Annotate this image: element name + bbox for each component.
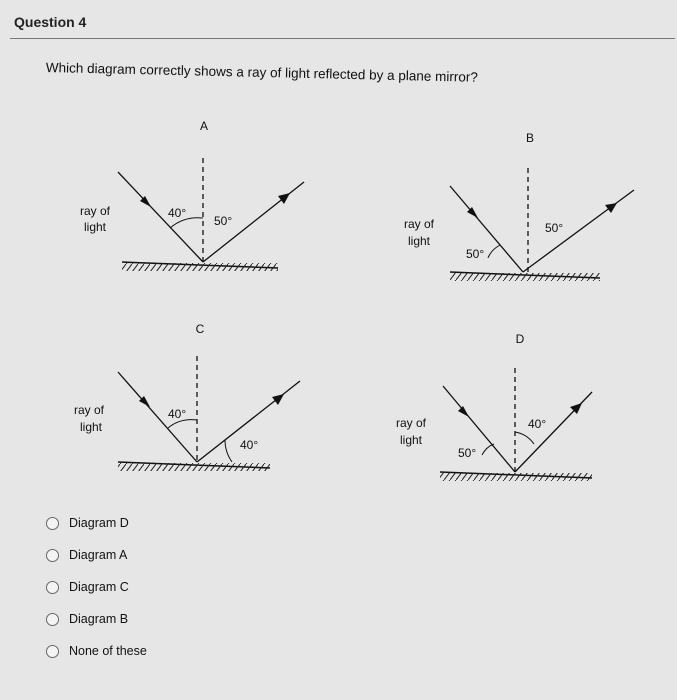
diagram-a-letter: A <box>199 119 209 133</box>
incident-ray-d <box>443 386 515 472</box>
diagram-d <box>396 332 592 481</box>
option-label: Diagram C <box>69 580 129 594</box>
incident-ray-a <box>118 172 203 262</box>
angle-label-a-2: 50° <box>214 214 233 228</box>
angle-arc-c-2 <box>225 440 232 462</box>
option-none-of-these[interactable] <box>46 640 147 662</box>
reflected-arrow-a <box>278 193 290 204</box>
angle-label-d-1: 50° <box>458 446 477 460</box>
incident-ray-b <box>450 186 523 272</box>
angle-label-a-1: 40° <box>168 206 187 220</box>
option-diagram-b[interactable] <box>46 608 147 630</box>
question-header: Question 4 <box>14 14 87 30</box>
mirror-c-hatching <box>118 463 270 471</box>
ray-label-b-2: light <box>408 234 431 248</box>
answer-options <box>46 512 147 672</box>
option-label: Diagram D <box>69 516 129 530</box>
question-prompt: Which diagram correctly shows a ray of light reflected by a plane mirror? <box>45 60 479 85</box>
diagram-c <box>74 322 300 471</box>
diagram-b <box>404 131 634 281</box>
angle-label-d-2: 40° <box>528 417 547 431</box>
angle-label-b-1: 50° <box>466 247 485 261</box>
ray-label-d-1: ray of <box>396 416 427 430</box>
mirror-b-hatching <box>450 273 600 281</box>
mirror-d-hatching <box>440 473 592 481</box>
radio-circle-icon[interactable] <box>46 613 59 626</box>
ray-label-d-2: light <box>400 433 423 447</box>
radio-circle-icon[interactable] <box>46 517 59 530</box>
angle-label-c-1: 40° <box>168 407 187 421</box>
option-diagram-d[interactable] <box>46 512 147 534</box>
ray-label-b-1: ray of <box>404 217 435 231</box>
option-label: None of these <box>69 644 147 658</box>
ray-label-a-2: light <box>84 220 107 234</box>
ray-label-c-1: ray of <box>74 403 105 417</box>
angle-label-c-2: 40° <box>240 438 259 452</box>
ray-label-a-1: ray of <box>80 204 111 218</box>
option-label: Diagram B <box>69 612 129 626</box>
reflected-ray-b <box>523 190 634 272</box>
angle-arc-d-2 <box>515 432 534 444</box>
option-diagram-c[interactable] <box>46 576 147 598</box>
angle-label-b-2: 50° <box>545 221 564 235</box>
radio-circle-icon[interactable] <box>46 549 59 562</box>
angle-arc-b <box>488 245 500 258</box>
option-diagram-a[interactable] <box>46 544 147 566</box>
reflected-arrow-c <box>272 394 284 405</box>
diagram-c-letter: C <box>195 322 205 336</box>
incident-arrow-d <box>458 406 469 417</box>
diagram-a <box>80 119 304 271</box>
radio-circle-icon[interactable] <box>46 645 59 658</box>
diagram-d-letter: D <box>515 332 525 346</box>
reflected-arrow-b <box>605 203 617 213</box>
option-label: Diagram A <box>69 548 128 562</box>
diagram-b-letter: B <box>525 131 535 145</box>
ray-label-c-2: light <box>80 420 103 434</box>
mirror-a-hatching <box>122 263 278 271</box>
radio-circle-icon[interactable] <box>46 581 59 594</box>
